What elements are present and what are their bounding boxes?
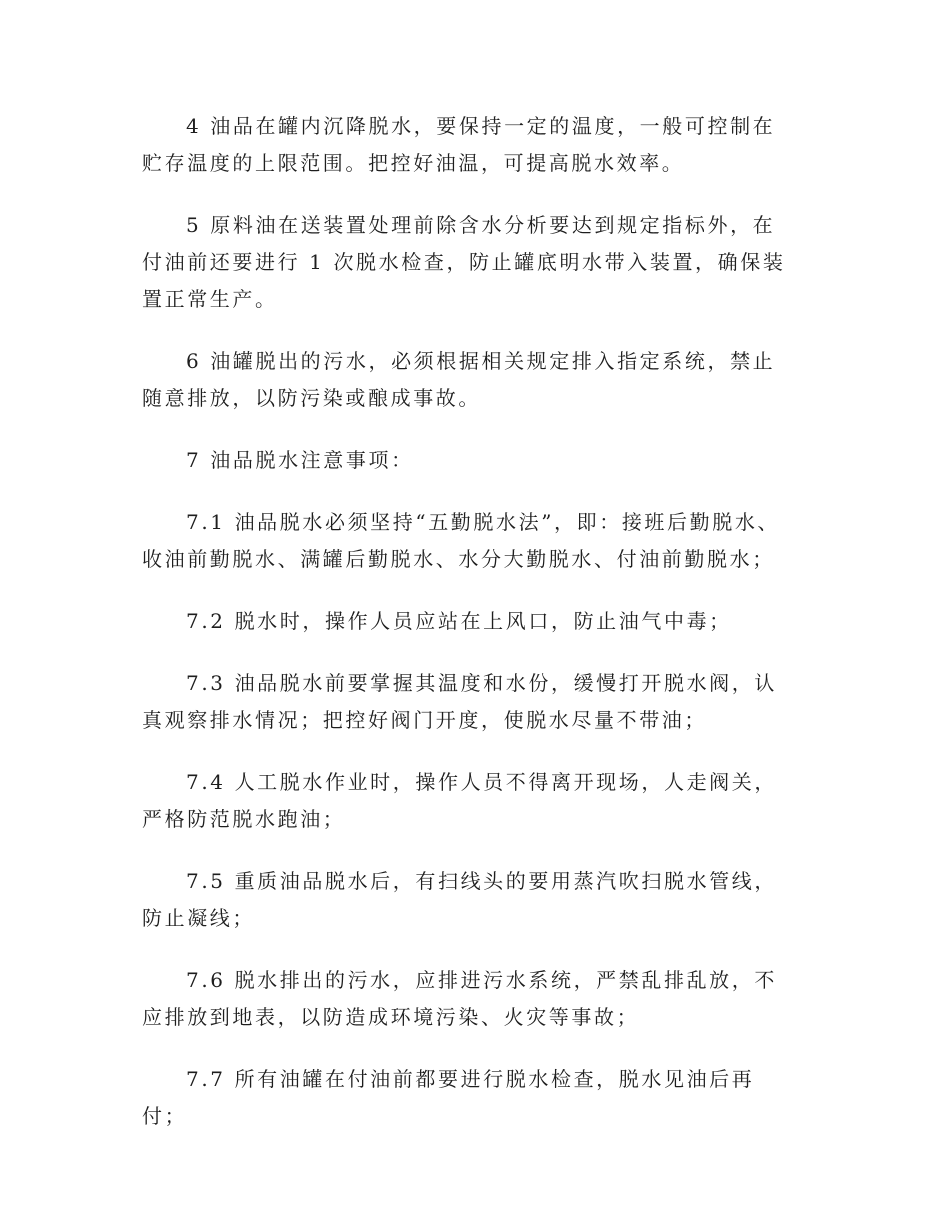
paragraph-4: 4 油品在罐内沉降脱水，要保持一定的温度，一般可控制在贮存温度的上限范围。把控好油温，可提高脱水效率。 [142,114,776,175]
paragraph-7-3: 7.3 油品脱水前要掌握其温度和水份，缓慢打开脱水阀，认真观察排水情况；把控好阀门开度，使脱水尽量不带油； [142,671,777,732]
paragraph-7-5: 7.5 重质油品脱水后，有扫线头的要用蒸汽吹扫脱水管线，防止凝线； [142,869,777,930]
paragraph-7-4: 7.4 人工脱水作业时，操作人员不得离开现场，人走阀关，严格防范脱水跑油； [142,770,777,831]
paragraph-7: 7 油品脱水注意事项： [186,448,414,472]
paragraph-7-7: 7.7 所有油罐在付油前都要进行脱水检查，脱水见油后再付； [142,1067,755,1128]
paragraph-5: 5 原料油在送装置处理前除含水分析要达到规定指标外，在付油前还要进行 1 次脱水检查，防止罐底明水带入装置，确保装置正常生产。 [142,213,786,311]
paragraph-6: 6 油罐脱出的污水，必须根据相关规定排入指定系统，禁止随意排放，以防污染或酿成事故。 [142,349,776,410]
document-body [142,108,794,1135]
paragraph-7-2: 7.2 脱水时，操作人员应站在上风口，防止油气中毒； [186,609,732,633]
paragraph-7-1: 7.1 油品脱水必须坚持“五勤脱水法”，即：接班后勤脱水、收油前勤脱水、满罐后勤脱水、水分大勤脱水、付油前勤脱水； [142,510,781,571]
paragraph-7-6: 7.6 脱水排出的污水，应排进污水系统，严禁乱排乱放，不应排放到地表，以防造成环境污染、火灾等事故； [142,968,777,1029]
